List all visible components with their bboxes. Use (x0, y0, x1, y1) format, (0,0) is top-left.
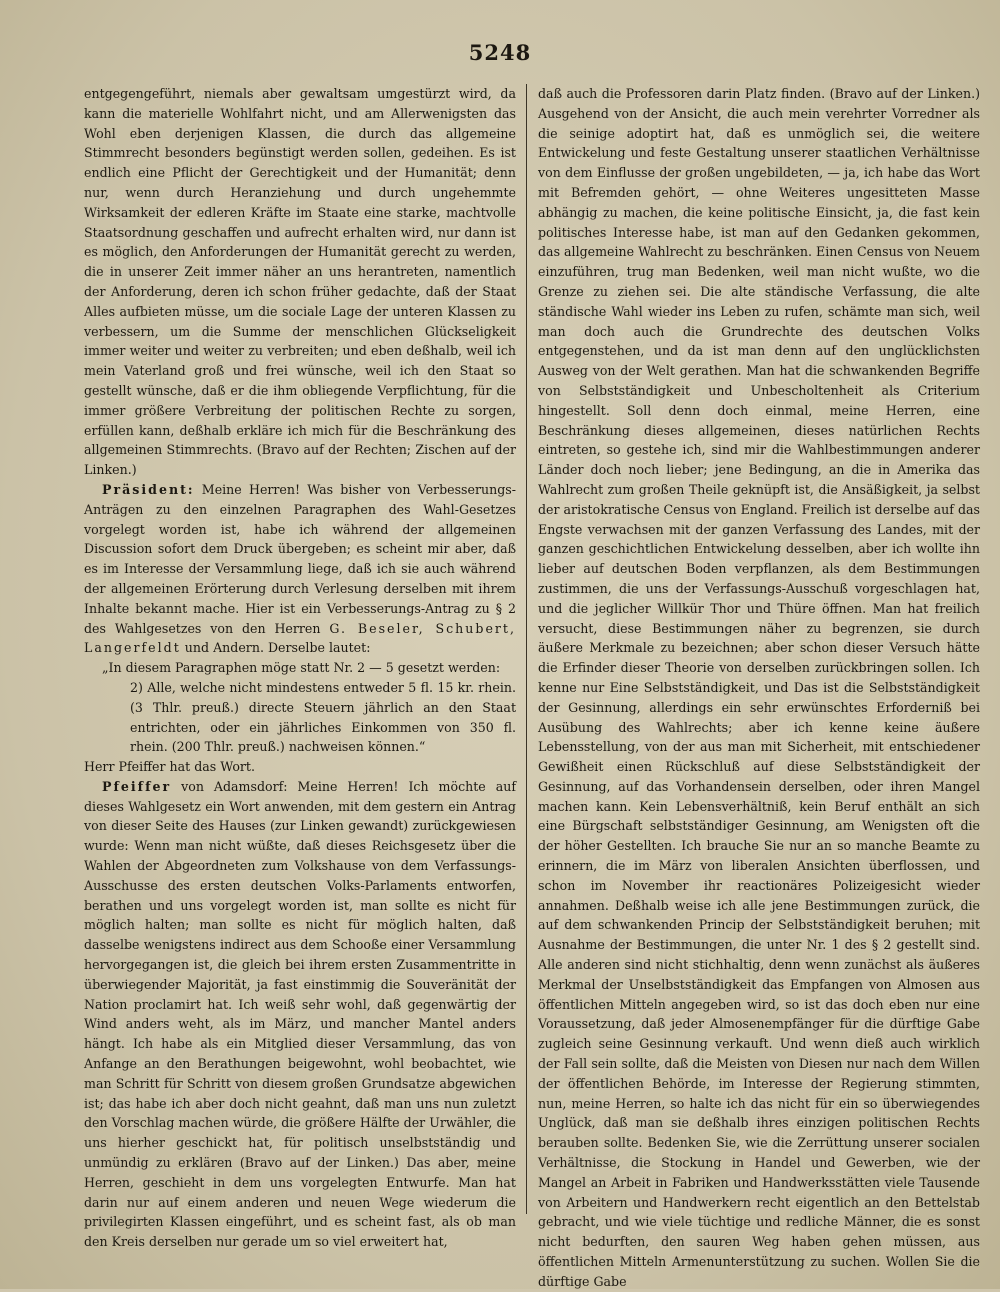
speaker-name: Pfeiffer (102, 778, 172, 794)
amendment-quote-item: 2) Alle, welche nicht mindestens entweder 5 fl. 15 kr. rhein. (3 Thlr. preuß.) directe Steuern jährlich an den Staat entrichten, oder ein jährliches Einkommen von 350 fl. rhein. (200 Thlr. preuß.) nachweisen können.“ (130, 679, 516, 755)
paragraph-text: Meine Herren! Was bisher von Verbesserungs-Anträgen zu den einzelnen Paragraphen des Wahl-Gesetzes vorgelegt worden ist, habe ich während der allgemeinen Discussion sofort dem Druck übergeben; es scheint mir aber, daß es im Interesse der Versammlung liege, daß ich sie auch während der allgemeinen Erörterung durch Verlesung derselben mit ihrem Inhalte bekannt mache. Hier ist ein Verbesserungs-Antrag zu § 2 des Wahlgesetzes von den Herren (84, 481, 516, 636)
paragraph-speech-end: entgegengeführt, niemals aber gewaltsam umgestürzt wird, da kann die materielle Wohlfahrt nicht, und am Allerwenigsten das Wohl eben derjenigen Klassen, die durch das allgemeine Stimmrecht besonders begünstigt werden sollen, gedeihen. Es ist endlich eine Pflicht der Gerechtigkeit und der Humanität; denn nur, wenn durch Heranziehung und durch ungehemmte Wirksamkeit der edleren Kräfte im Staate eine starke, machtvolle Staatsordnung geschaffen und aufrecht erhalten wird, nur dann ist es möglich, den Anforderungen der Humanität gerecht zu werden, die in unserer Zeit immer näher an uns herantreten, namentlich der Anforderung, deren ich schon früher gedachte, daß der Staat Alles aufbieten müsse, um die sociale Lage der unteren Klassen zu verbessern, um die Summe der menschlichen Glückseligkeit immer weiter und weiter zu verbreiten; und eben deßhalb, weil ich mein Vaterland groß und frei wünsche, weil ich den Staat so gestellt wünsche, daß er die ihm obliegende Verpflichtung, für die immer größere Verbreitung der politischen Rechte zu sorgen, erfüllen kann, deßhalb erkläre ich mich für die Beschränkung des allgemeinen Stimmrechts. (Bravo auf der Rechten; Zischen auf der Linken.) (84, 86, 516, 478)
paragraph-speech-continued: daß auch die Professoren darin Platz finden. (Bravo auf der Linken.) Ausgehend von der Ansicht, die auch mein verehrter Vorredner als die seinige adoptirt hat, daß es unmöglich sei, die weitere Entwickelung und feste Gestaltung unserer staatlichen Verhältnisse von dem Einflusse der großen ungebildeten, — ja, ich habe das Wort mit Befremden gehört, — ohne Weiteres ungesitteten Masse abhängig zu machen, die keine politische Einsicht, ja, die fast kein politisches Interesse habe, ist man auf den Gedanken gekommen, das allgemeine Wahlrecht zu beschränken. Einen Census von Neuem einzuführen, trug man Bedenken, weil man nicht wußte, wo die Grenze zu ziehen sei. Die alte ständische Verfassung, die alte ständische Wahl wieder ins Leben zu rufen, schämte man sich, weil man doch auch die Grundrechte des deutschen Volks entgegenstehen, und da ist man denn auf den unglücklichsten Ausweg von der Welt gerathen. Man hat die schwankenden Begriffe von Selbstständigkeit und Unbescholtenheit als Criterium hingestellt. Soll denn doch einmal, meine Herren, eine Beschränkung dieses allgemeinen, dieses natürlichen Rechts eintreten, so gestehe ich, sind mir die Wahlbestimmungen anderer Länder doch noch lieber; jene Bedingung, an die in Amerika das Wahlrecht zum großen Theile geknüpft ist, die Ansäßigkeit, ja selbst der aristokratische Census von England. Freilich ist derselbe auf das Engste verwachsen mit der ganzen Verfassung des Landes, mit der ganzen geschichtlichen Entwickelung desselben, aber ich wollte ihn lieber auf deutschen Boden verpflanzen, als dem Bestimmungen zustimmen, die uns der Verfassungs-Ausschuß vorgeschlagen hat, und die jeglicher Willkür Thor und Thüre öffnen. Man hat freilich versucht, diese Bestimmungen näher zu begrenzen, sie durch äußere Merkmale zu bezeichnen; aber schon dieser Versuch hätte die Erfinder dieser Theorie von derselben zurückbringen sollen. Ich kenne nur Eine Selbstständigkeit, und Das ist die Selbstständigkeit der Gesinnung, allerdings ein sehr erwünschtes Erforderniß bei Ausübung des Wahlrechts; aber ich kenne keine äußere Lebensstellung, von der aus man mit Sicherheit, mit entschiedener Gewißheit einen Rückschluß auf diese Selbstständigkeit der Gesinnung, auf das Vorhandensein derselben, oder ihren Mangel machen kann. Kein Lebensverhältniß, kein Beruf enthält an sich eine Bürgschaft selbstständiger Gesinnung, am Wenigsten oft die der höher Gestellten. Ich brauche Sie nur an so manche Beamte zu erinnern, die im März von liberalen Ansichten überflossen, und schon im November ihr reactionäres Polizeigesicht wieder annahmen. Deßhalb weise ich alle jene Bestimmungen zurück, die auf dem schwankenden Princip der Selbstständigkeit beruhen; mit Ausnahme der Bestimmungen, die unter Nr. 1 des § 2 gestellt sind. Alle anderen sind nicht stichhaltig, denn wenn zunächst als äußeres Merkmal der Unselbstständigkeit das Empfangen von Almosen aus öffentlichen Mitteln angegeben wird, so ist das doch eben nur eine Voraussetzung, daß jeder Almosenempfänger für die dürftige Gabe zugleich seine Gesinnung verkauft. Und wenn dieß auch wirklich der Fall sein sollte, daß die Meisten von Diesen nur nach dem Willen der öffentlichen Behörde, im Interesse der Regierung stimmten, nun, meine Herren, so halte ich das nicht für ein so überwiegendes Unglück, daß man sie deßhalb ihres einzigen politischen Rechts berauben sollte. Bedenken Sie, wie die Zerrüttung unserer socialen Verhältnisse, die Stockung in Handel und Gewerben, wie der Mangel an Arbeit in Fabriken und Handwerksstätten viele Tausende von Arbeitern und Handwerkern recht eigentlich an den Bettelstab gebracht, und wie viele tüchtige und redliche Männer, die es sonst nicht bedurften, den sauren Weg haben gehen müssen, aus öffentlichen Mitteln Armenunterstützung zu suchen. Wollen Sie die dürftige Gabe (538, 86, 980, 1289)
left-column (84, 84, 516, 1252)
amendment-quote-intro: „In diesem Paragraphen möge statt Nr. 2 — 5 gesetzt werden: (102, 660, 501, 676)
proposer-names: G. Beseler, Schubert, Langerfeldt (84, 620, 516, 656)
right-column (538, 84, 980, 1292)
paragraph-president (84, 480, 516, 658)
paragraph-text-end: und Andern. Derselbe lautet: (180, 640, 371, 656)
speaker-name: Präsident: (102, 481, 195, 497)
paragraph-pfeiffer (84, 777, 516, 1252)
paragraph-floor-given: Herr Pfeiffer hat das Wort. (84, 759, 255, 775)
column-divider (526, 84, 527, 1214)
page-number: 5248 (468, 40, 532, 65)
paragraph-text: von Adamsdorf: Meine Herren! Ich möchte auf dieses Wahlgesetz ein Wort anwenden, mit dem gestern ein Antrag von dieser Seite des Hauses (zur Linken gewandt) zurückgewiesen wurde: Wenn man nicht wüßte, daß dieses Reichsgesetz über die Wahlen der Abgeordneten zum Volkshause von dem Verfassungs-Ausschusse des ersten deutschen Volks-Parlaments entworfen, berathen und uns vorgelegt worden ist, man sollte es nicht für möglich halten; man sollte es nicht für möglich halten, daß dasselbe wenigstens indirect aus dem Schooße einer Versammlung hervorgegangen ist, die gleich bei ihrem ersten Zusammentritte in überwiegender Majorität, ja fast einstimmig die Souveränität der Nation proclamirt hat. Ich weiß sehr wohl, daß gegenwärtig der Wind anders weht, als im März, und mancher Mantel anders hängt. Ich habe als ein Mitglied dieser Versammlung, das von Anfange an den Berathungen beigewohnt, wohl beobachtet, wie man Schritt für Schritt von diesem großen Grundsatze abgewichen ist; das habe ich aber doch nicht geahnt, daß man uns nun zuletzt den Vorschlag machen würde, die größere Hälfte der Urwähler, die uns hierher geschickt hat, für politisch unselbstständig und unmündig zu erklären (Bravo auf der Linken.) Das aber, meine Herren, geschieht in dem uns vorgelegten Entwurfe. Man hat darin nur auf einem anderen und neuen Wege wiederum die privilegirten Klassen eingeführt, und es scheint fast, als ob man den Kreis derselben nur gerade um so viel erweitert hat, (84, 778, 516, 1250)
